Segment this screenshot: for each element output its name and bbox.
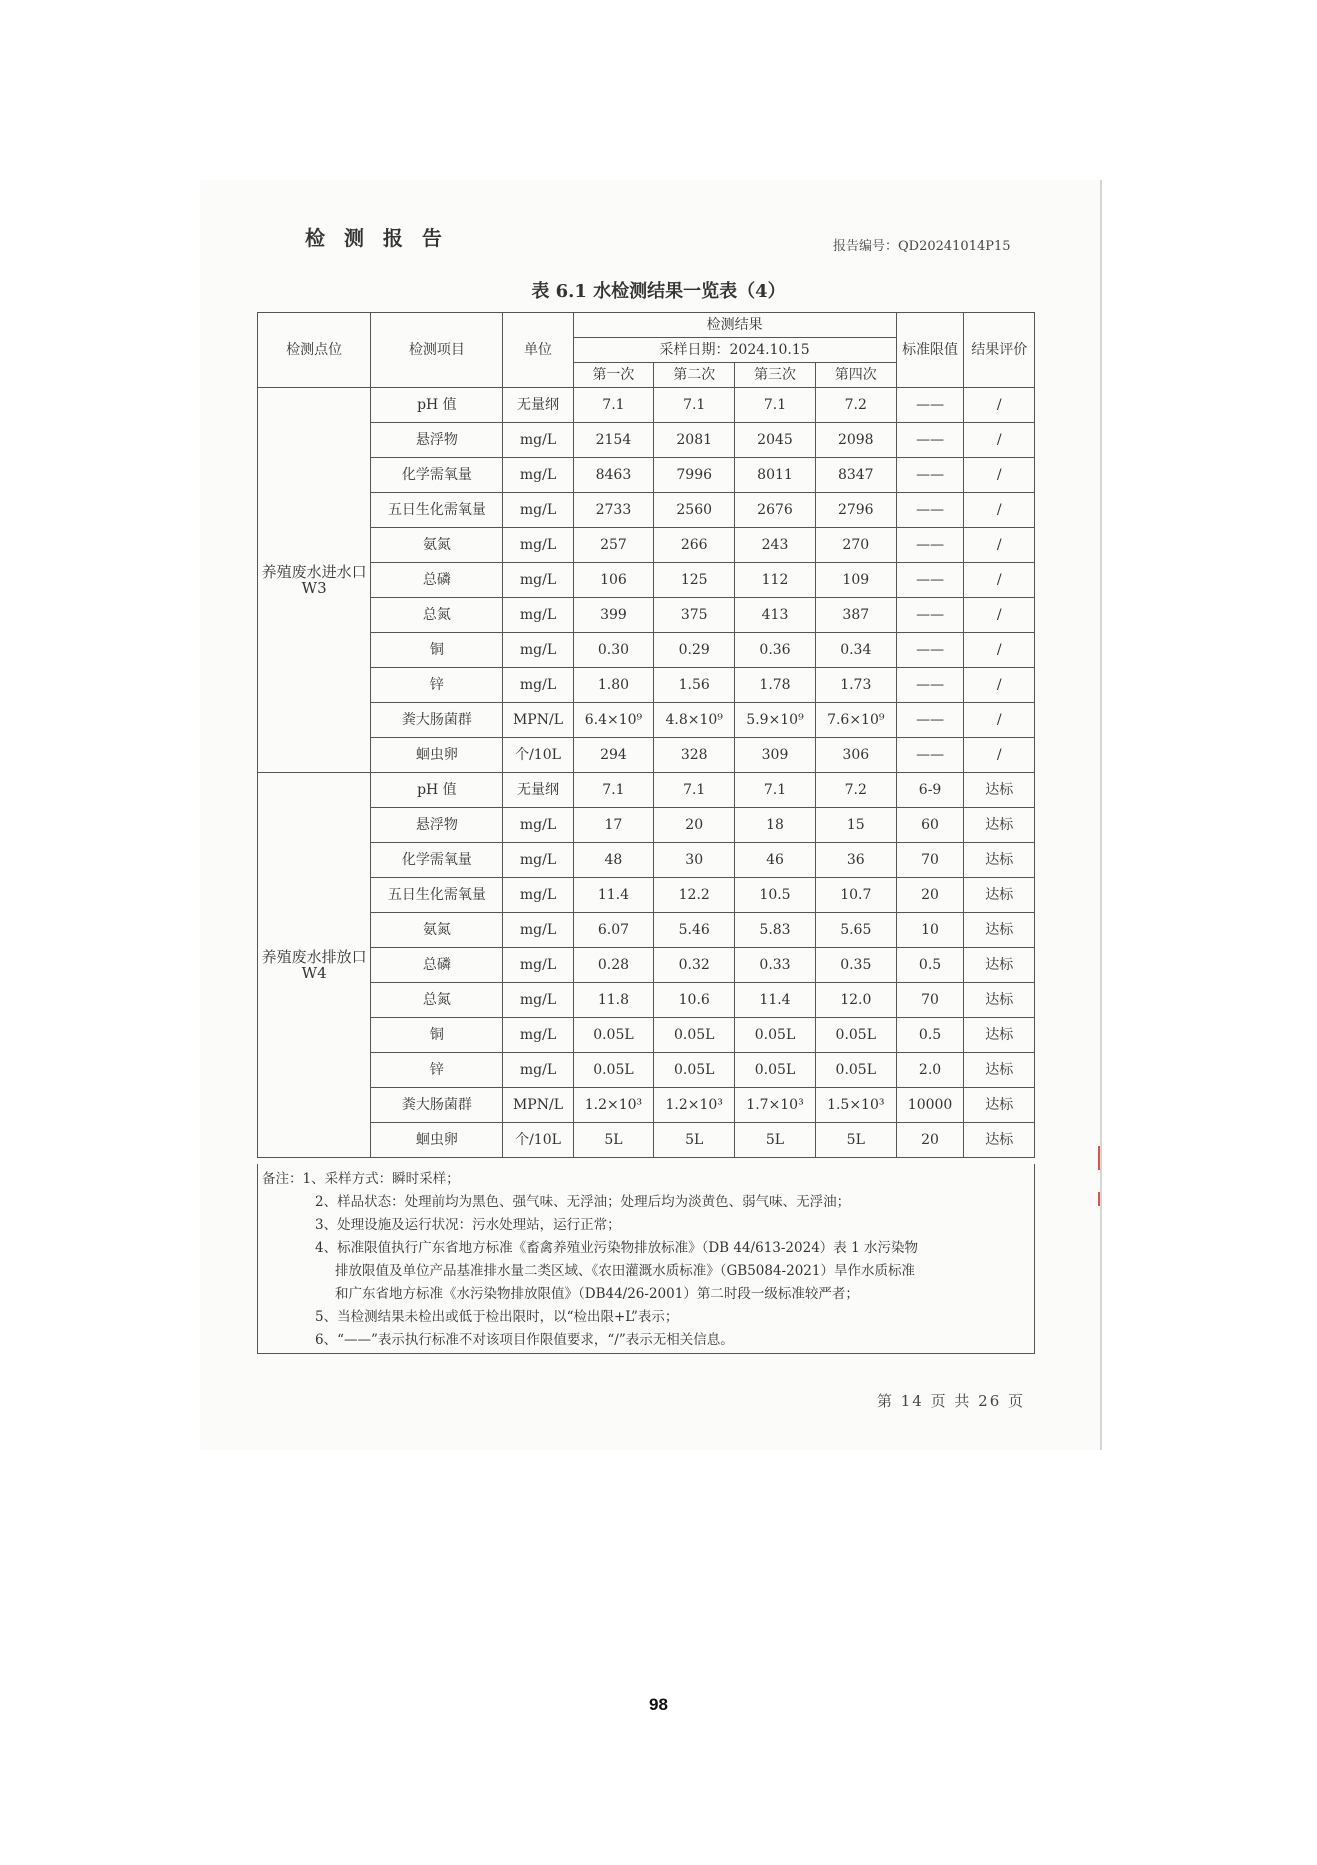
evaluation-cell: 达标 bbox=[964, 948, 1035, 983]
value-cell: 8011 bbox=[735, 458, 816, 493]
value-cell: 0.32 bbox=[654, 948, 735, 983]
value-cell: 4.8×10⁹ bbox=[654, 703, 735, 738]
evaluation-cell: / bbox=[964, 738, 1035, 773]
value-cell: 294 bbox=[573, 738, 654, 773]
value-cell: 2154 bbox=[573, 423, 654, 458]
item-cell: pH 值 bbox=[371, 388, 503, 423]
value-cell: 0.35 bbox=[815, 948, 896, 983]
unit-cell: mg/L bbox=[503, 458, 573, 493]
value-cell: 6.4×10⁹ bbox=[573, 703, 654, 738]
table-row bbox=[258, 1018, 1035, 1053]
value-cell: 46 bbox=[735, 843, 816, 878]
header-results: 检测结果 bbox=[573, 313, 896, 338]
value-cell: 48 bbox=[573, 843, 654, 878]
limit-cell: 2.0 bbox=[896, 1053, 964, 1088]
unit-cell: mg/L bbox=[503, 633, 573, 668]
limit-cell: 10 bbox=[896, 913, 964, 948]
value-cell: 5L bbox=[654, 1123, 735, 1158]
value-cell: 0.29 bbox=[654, 633, 735, 668]
unit-cell: mg/L bbox=[503, 563, 573, 598]
value-cell: 10.7 bbox=[815, 878, 896, 913]
value-cell: 266 bbox=[654, 528, 735, 563]
evaluation-cell: / bbox=[964, 388, 1035, 423]
table-row bbox=[258, 598, 1035, 633]
pager: 第 14 页 共 26 页 bbox=[877, 1392, 1026, 1410]
item-cell: 锌 bbox=[371, 1053, 503, 1088]
limit-cell: —— bbox=[896, 458, 964, 493]
unit-cell: mg/L bbox=[503, 808, 573, 843]
item-cell: 化学需氧量 bbox=[371, 843, 503, 878]
site-cell: 养殖废水排放口 W4 bbox=[258, 773, 371, 1158]
value-cell: 7.1 bbox=[654, 388, 735, 423]
value-cell: 0.34 bbox=[815, 633, 896, 668]
evaluation-cell: / bbox=[964, 598, 1035, 633]
value-cell: 0.36 bbox=[735, 633, 816, 668]
item-cell: 化学需氧量 bbox=[371, 458, 503, 493]
table-row bbox=[258, 913, 1035, 948]
evaluation-cell: / bbox=[964, 458, 1035, 493]
value-cell: 2796 bbox=[815, 493, 896, 528]
item-cell: 悬浮物 bbox=[371, 423, 503, 458]
limit-cell: 20 bbox=[896, 878, 964, 913]
header-evaluation: 结果评价 bbox=[964, 313, 1035, 388]
table-body bbox=[258, 388, 1035, 1158]
table-row bbox=[258, 773, 1035, 808]
value-cell: 5.46 bbox=[654, 913, 735, 948]
value-cell: 12.0 bbox=[815, 983, 896, 1018]
value-cell: 1.73 bbox=[815, 668, 896, 703]
value-cell: 0.05L bbox=[573, 1053, 654, 1088]
unit-cell: mg/L bbox=[503, 528, 573, 563]
value-cell: 112 bbox=[735, 563, 816, 598]
value-cell: 2733 bbox=[573, 493, 654, 528]
value-cell: 1.80 bbox=[573, 668, 654, 703]
item-cell: 五日生化需氧量 bbox=[371, 878, 503, 913]
note-3: 3、处理设施及运行状况：污水处理站，运行正常； bbox=[315, 1217, 621, 1233]
note-5: 5、当检测结果未检出或低于检出限时，以“检出限+L”表示； bbox=[315, 1309, 679, 1325]
notes bbox=[257, 1164, 1035, 1354]
unit-cell: 无量纲 bbox=[503, 773, 573, 808]
unit-cell: mg/L bbox=[503, 598, 573, 633]
evaluation-cell: 达标 bbox=[964, 1123, 1035, 1158]
evaluation-cell: 达标 bbox=[964, 1018, 1035, 1053]
value-cell: 387 bbox=[815, 598, 896, 633]
header-round-4: 第四次 bbox=[815, 363, 896, 388]
table-row bbox=[258, 738, 1035, 773]
value-cell: 0.05L bbox=[573, 1018, 654, 1053]
evaluation-cell: / bbox=[964, 703, 1035, 738]
table-row bbox=[258, 528, 1035, 563]
limit-cell: 6-9 bbox=[896, 773, 964, 808]
value-cell: 306 bbox=[815, 738, 896, 773]
value-cell: 106 bbox=[573, 563, 654, 598]
value-cell: 7.1 bbox=[735, 388, 816, 423]
limit-cell: —— bbox=[896, 423, 964, 458]
limit-cell: —— bbox=[896, 668, 964, 703]
value-cell: 399 bbox=[573, 598, 654, 633]
limit-cell: —— bbox=[896, 388, 964, 423]
value-cell: 7.2 bbox=[815, 773, 896, 808]
evaluation-cell: / bbox=[964, 563, 1035, 598]
value-cell: 1.2×10³ bbox=[654, 1088, 735, 1123]
value-cell: 8347 bbox=[815, 458, 896, 493]
page-number: 98 bbox=[649, 1695, 668, 1714]
value-cell: 30 bbox=[654, 843, 735, 878]
value-cell: 18 bbox=[735, 808, 816, 843]
table-row bbox=[258, 493, 1035, 528]
unit-cell: 个/10L bbox=[503, 738, 573, 773]
value-cell: 10.5 bbox=[735, 878, 816, 913]
header-round-1: 第一次 bbox=[573, 363, 654, 388]
value-cell: 12.2 bbox=[654, 878, 735, 913]
table-row bbox=[258, 458, 1035, 493]
value-cell: 5.9×10⁹ bbox=[735, 703, 816, 738]
note-6: 6、“——”表示执行标准不对该项目作限值要求，“/”表示无相关信息。 bbox=[315, 1332, 734, 1348]
limit-cell: —— bbox=[896, 563, 964, 598]
value-cell: 6.07 bbox=[573, 913, 654, 948]
table-row bbox=[258, 843, 1035, 878]
evaluation-cell: / bbox=[964, 668, 1035, 703]
limit-cell: 10000 bbox=[896, 1088, 964, 1123]
limit-cell: 60 bbox=[896, 808, 964, 843]
limit-cell: 0.5 bbox=[896, 1018, 964, 1053]
header-sampling-date: 采样日期：2024.10.15 bbox=[573, 338, 896, 363]
value-cell: 0.05L bbox=[735, 1053, 816, 1088]
margin-marks bbox=[1097, 1130, 1103, 1220]
value-cell: 0.05L bbox=[735, 1018, 816, 1053]
item-cell: 总磷 bbox=[371, 563, 503, 598]
value-cell: 413 bbox=[735, 598, 816, 633]
value-cell: 1.2×10³ bbox=[573, 1088, 654, 1123]
item-cell: 氨氮 bbox=[371, 528, 503, 563]
header-round-3: 第三次 bbox=[735, 363, 816, 388]
value-cell: 2098 bbox=[815, 423, 896, 458]
evaluation-cell: 达标 bbox=[964, 773, 1035, 808]
value-cell: 10.6 bbox=[654, 983, 735, 1018]
note-4: 4、标准限值执行广东省地方标准《畜禽养殖业污染物排放标准》（DB 44/613-2024）表 1 水污染物 bbox=[315, 1240, 918, 1256]
value-cell: 0.30 bbox=[573, 633, 654, 668]
value-cell: 109 bbox=[815, 563, 896, 598]
table-row bbox=[258, 983, 1035, 1018]
header-unit: 单位 bbox=[503, 313, 573, 388]
unit-cell: mg/L bbox=[503, 878, 573, 913]
value-cell: 7.1 bbox=[654, 773, 735, 808]
item-cell: 蛔虫卵 bbox=[371, 1123, 503, 1158]
table-row bbox=[258, 878, 1035, 913]
unit-cell: 无量纲 bbox=[503, 388, 573, 423]
value-cell: 5L bbox=[815, 1123, 896, 1158]
value-cell: 0.05L bbox=[815, 1053, 896, 1088]
limit-cell: —— bbox=[896, 598, 964, 633]
item-cell: 总氮 bbox=[371, 598, 503, 633]
value-cell: 36 bbox=[815, 843, 896, 878]
limit-cell: 70 bbox=[896, 983, 964, 1018]
value-cell: 11.4 bbox=[573, 878, 654, 913]
scan-edge bbox=[1100, 180, 1102, 1450]
value-cell: 5L bbox=[573, 1123, 654, 1158]
value-cell: 7.1 bbox=[573, 773, 654, 808]
value-cell: 2081 bbox=[654, 423, 735, 458]
table-row bbox=[258, 703, 1035, 738]
value-cell: 0.05L bbox=[654, 1053, 735, 1088]
value-cell: 5.65 bbox=[815, 913, 896, 948]
header-item: 检测项目 bbox=[371, 313, 503, 388]
evaluation-cell: / bbox=[964, 423, 1035, 458]
value-cell: 7.1 bbox=[735, 773, 816, 808]
value-cell: 1.5×10³ bbox=[815, 1088, 896, 1123]
limit-cell: 70 bbox=[896, 843, 964, 878]
results-table bbox=[257, 312, 1035, 1158]
header-limit: 标准限值 bbox=[896, 313, 964, 388]
table-row bbox=[258, 563, 1035, 598]
evaluation-cell: 达标 bbox=[964, 1053, 1035, 1088]
value-cell: 15 bbox=[815, 808, 896, 843]
value-cell: 5.83 bbox=[735, 913, 816, 948]
report-title: 检 测 报 告 bbox=[305, 226, 448, 250]
evaluation-cell: 达标 bbox=[964, 983, 1035, 1018]
evaluation-cell: 达标 bbox=[964, 808, 1035, 843]
note-2: 2、样品状态：处理前均为黑色、强气味、无浮油；处理后均为淡黄色、弱气味、无浮油； bbox=[315, 1194, 851, 1210]
evaluation-cell: 达标 bbox=[964, 878, 1035, 913]
limit-cell: 0.5 bbox=[896, 948, 964, 983]
value-cell: 2045 bbox=[735, 423, 816, 458]
unit-cell: mg/L bbox=[503, 948, 573, 983]
value-cell: 20 bbox=[654, 808, 735, 843]
evaluation-cell: / bbox=[964, 633, 1035, 668]
value-cell: 5L bbox=[735, 1123, 816, 1158]
evaluation-cell: 达标 bbox=[964, 1088, 1035, 1123]
note-1: 备注：1、采样方式：瞬时采样； bbox=[262, 1171, 460, 1187]
evaluation-cell: 达标 bbox=[964, 913, 1035, 948]
site-cell: 养殖废水进水口 W3 bbox=[258, 388, 371, 773]
value-cell: 1.78 bbox=[735, 668, 816, 703]
value-cell: 7.1 bbox=[573, 388, 654, 423]
table-caption: 表 6.1 水检测结果一览表（4） bbox=[531, 281, 786, 302]
limit-cell: —— bbox=[896, 633, 964, 668]
value-cell: 0.05L bbox=[815, 1018, 896, 1053]
item-cell: 总磷 bbox=[371, 948, 503, 983]
table-row bbox=[258, 633, 1035, 668]
item-cell: 总氮 bbox=[371, 983, 503, 1018]
value-cell: 7996 bbox=[654, 458, 735, 493]
value-cell: 270 bbox=[815, 528, 896, 563]
value-cell: 17 bbox=[573, 808, 654, 843]
unit-cell: MPN/L bbox=[503, 1088, 573, 1123]
note-4-cont-1: 排放限值及单位产品基准排水量二类区域、《农田灌溉水质标准》（GB5084-2021）旱作水质标准 bbox=[335, 1263, 915, 1279]
value-cell: 8463 bbox=[573, 458, 654, 493]
value-cell: 2560 bbox=[654, 493, 735, 528]
table-row bbox=[258, 1123, 1035, 1158]
item-cell: 粪大肠菌群 bbox=[371, 1088, 503, 1123]
limit-cell: —— bbox=[896, 703, 964, 738]
unit-cell: 个/10L bbox=[503, 1123, 573, 1158]
value-cell: 1.7×10³ bbox=[735, 1088, 816, 1123]
item-cell: 铜 bbox=[371, 633, 503, 668]
value-cell: 11.8 bbox=[573, 983, 654, 1018]
unit-cell: mg/L bbox=[503, 1018, 573, 1053]
evaluation-cell: / bbox=[964, 528, 1035, 563]
item-cell: 悬浮物 bbox=[371, 808, 503, 843]
report-number: 报告编号：QD20241014P15 bbox=[833, 239, 1011, 254]
item-cell: 粪大肠菌群 bbox=[371, 703, 503, 738]
evaluation-cell: 达标 bbox=[964, 843, 1035, 878]
unit-cell: mg/L bbox=[503, 1053, 573, 1088]
value-cell: 257 bbox=[573, 528, 654, 563]
value-cell: 0.28 bbox=[573, 948, 654, 983]
value-cell: 375 bbox=[654, 598, 735, 633]
table-row bbox=[258, 1053, 1035, 1088]
unit-cell: MPN/L bbox=[503, 703, 573, 738]
value-cell: 309 bbox=[735, 738, 816, 773]
value-cell: 0.05L bbox=[654, 1018, 735, 1053]
limit-cell: —— bbox=[896, 493, 964, 528]
value-cell: 243 bbox=[735, 528, 816, 563]
table-row bbox=[258, 423, 1035, 458]
unit-cell: mg/L bbox=[503, 493, 573, 528]
unit-cell: mg/L bbox=[503, 843, 573, 878]
table-row bbox=[258, 948, 1035, 983]
item-cell: 锌 bbox=[371, 668, 503, 703]
item-cell: 氨氮 bbox=[371, 913, 503, 948]
item-cell: 五日生化需氧量 bbox=[371, 493, 503, 528]
unit-cell: mg/L bbox=[503, 983, 573, 1018]
unit-cell: mg/L bbox=[503, 913, 573, 948]
table-row bbox=[258, 1088, 1035, 1123]
limit-cell: —— bbox=[896, 738, 964, 773]
table-row bbox=[258, 388, 1035, 423]
evaluation-cell: / bbox=[964, 493, 1035, 528]
value-cell: 7.2 bbox=[815, 388, 896, 423]
value-cell: 1.56 bbox=[654, 668, 735, 703]
value-cell: 328 bbox=[654, 738, 735, 773]
limit-cell: —— bbox=[896, 528, 964, 563]
unit-cell: mg/L bbox=[503, 423, 573, 458]
value-cell: 125 bbox=[654, 563, 735, 598]
item-cell: 蛔虫卵 bbox=[371, 738, 503, 773]
note-4-cont-2: 和广东省地方标准《水污染物排放限值》（DB44/26-2001）第二时段一级标准较严者； bbox=[335, 1286, 859, 1302]
unit-cell: mg/L bbox=[503, 668, 573, 703]
item-cell: pH 值 bbox=[371, 773, 503, 808]
table-row bbox=[258, 668, 1035, 703]
table-row bbox=[258, 808, 1035, 843]
item-cell: 铜 bbox=[371, 1018, 503, 1053]
limit-cell: 20 bbox=[896, 1123, 964, 1158]
value-cell: 7.6×10⁹ bbox=[815, 703, 896, 738]
value-cell: 11.4 bbox=[735, 983, 816, 1018]
header-round-2: 第二次 bbox=[654, 363, 735, 388]
value-cell: 0.33 bbox=[735, 948, 816, 983]
header-site: 检测点位 bbox=[258, 313, 371, 388]
value-cell: 2676 bbox=[735, 493, 816, 528]
